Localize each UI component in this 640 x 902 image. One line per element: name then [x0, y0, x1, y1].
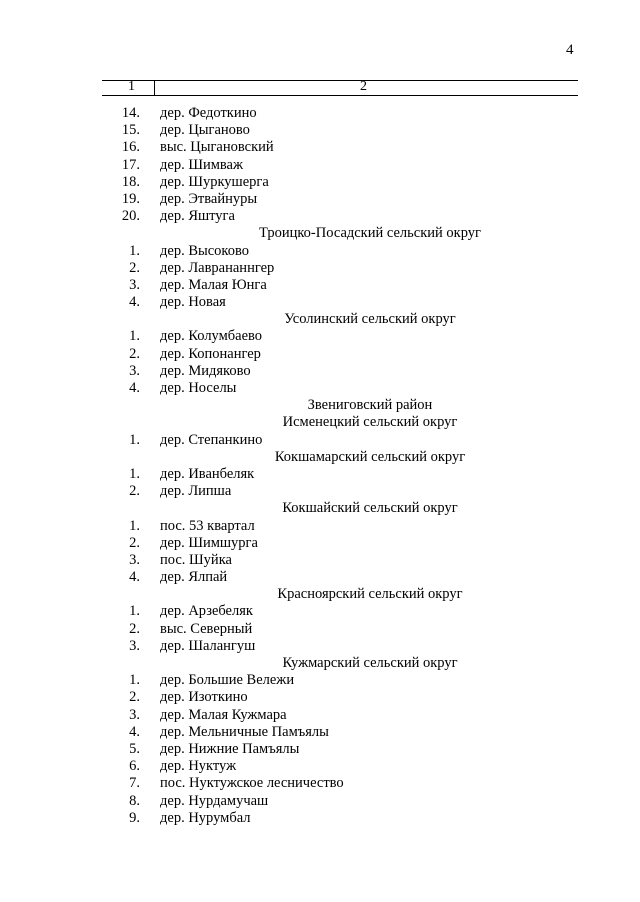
item-number: 1. [129, 465, 140, 482]
settlement-name: дер. Шуркушерга [160, 173, 269, 190]
item-number: 14. [121, 105, 140, 121]
list-item [0, 466, 640, 483]
item-number: 2. [129, 345, 140, 362]
settlement-name: дер. Носелы [160, 380, 237, 396]
item-number: 3. [129, 551, 140, 568]
item-number: 6. [129, 758, 140, 775]
list-item [0, 380, 640, 397]
settlement-name: дер. Иванбеляк [160, 465, 255, 482]
settlement-name: дер. Шимваж [160, 156, 243, 173]
list-item [0, 552, 640, 569]
list-item [0, 139, 640, 156]
section-title: Троицко-Посадский сельский округ [259, 225, 481, 242]
list-item [0, 277, 640, 294]
page-number: 4 [566, 42, 574, 58]
section-heading [0, 397, 640, 414]
item-number: 4. [129, 380, 140, 396]
settlement-name: дер. Новая [160, 294, 226, 311]
section-heading [0, 414, 640, 431]
item-number: 17. [121, 156, 140, 173]
item-number: 7. [129, 775, 140, 792]
settlement-name: дер. Липша [160, 483, 232, 500]
list-item [0, 346, 640, 363]
item-number: 8. [129, 792, 140, 809]
item-number: 9. [129, 809, 140, 826]
section-title: Звениговский район [307, 397, 433, 414]
list-item [0, 535, 640, 552]
settlement-name: дер. Цыганово [160, 122, 250, 139]
section-title: Кокшайский сельский округ [282, 500, 458, 517]
list-item [0, 672, 640, 689]
settlement-name: дер. Нуктуж [160, 758, 237, 775]
settlement-name: дер. Мидяково [160, 362, 251, 379]
settlement-list [0, 105, 640, 827]
settlement-name: пос. Шуйка [160, 551, 232, 568]
settlement-name: дер. Малая Юнга [160, 276, 267, 293]
settlement-name: дер. Шалангуш [160, 637, 256, 654]
item-number: 20. [121, 208, 140, 225]
list-item [0, 191, 640, 208]
item-number: 1. [129, 603, 140, 620]
list-item [0, 432, 640, 449]
settlement-name: дер. Шимшурга [160, 534, 258, 551]
list-item [0, 518, 640, 535]
list-item [0, 328, 640, 345]
settlement-name: дер. Мельничные Памъялы [160, 723, 329, 740]
item-number: 1. [129, 431, 140, 448]
item-number: 2. [129, 620, 140, 637]
item-number: 18. [121, 173, 140, 190]
list-item [0, 483, 640, 500]
list-item [0, 122, 640, 139]
item-number: 3. [129, 637, 140, 654]
settlement-name: выс. Цыгановский [160, 139, 274, 156]
item-number: 3. [129, 362, 140, 379]
list-item [0, 758, 640, 775]
list-item [0, 621, 640, 638]
settlement-name: пос. Нуктужское лесничество [160, 775, 344, 792]
settlement-name: дер. Малая Кужмара [160, 706, 287, 723]
settlement-name: дер. Высоково [160, 242, 249, 259]
list-item [0, 260, 640, 277]
list-item [0, 569, 640, 586]
column-divider [154, 80, 155, 95]
list-item [0, 294, 640, 311]
list-item [0, 105, 640, 122]
item-number: 1. [129, 672, 140, 689]
list-item [0, 724, 640, 741]
item-number: 15. [121, 122, 140, 139]
item-number: 4. [129, 569, 140, 586]
item-number: 2. [129, 534, 140, 551]
section-heading [0, 500, 640, 517]
section-heading [0, 655, 640, 672]
item-number: 1. [129, 242, 140, 259]
section-heading [0, 225, 640, 242]
settlement-name: дер. Федоткино [160, 105, 257, 121]
settlement-name: дер. Большие Вележи [160, 672, 295, 689]
item-number: 2. [129, 483, 140, 500]
column-2-header: 2 [360, 79, 367, 94]
settlement-name: выс. Северный [160, 620, 253, 637]
list-item [0, 793, 640, 810]
section-title: Усолинский сельский округ [284, 311, 456, 328]
section-title: Исменецкий сельский округ [282, 414, 458, 431]
list-item [0, 707, 640, 724]
item-number: 4. [129, 723, 140, 740]
list-item [0, 208, 640, 225]
table-header [102, 80, 578, 96]
settlement-name: дер. Копонангер [160, 345, 261, 362]
section-heading [0, 311, 640, 328]
settlement-name: дер. Нурумбал [160, 809, 251, 826]
list-item [0, 363, 640, 380]
section-heading [0, 449, 640, 466]
settlement-name: дер. Изоткино [160, 689, 248, 706]
item-number: 3. [129, 276, 140, 293]
section-title: Красноярский сельский округ [277, 586, 463, 603]
item-number: 16. [121, 139, 140, 156]
section-title: Кужмарский сельский округ [282, 655, 458, 671]
settlement-name: дер. Арзебеляк [160, 603, 253, 620]
item-number: 4. [129, 294, 140, 311]
settlement-name: дер. Нурдамучаш [160, 792, 269, 809]
settlement-name: дер. Нижние Памъялы [160, 740, 300, 757]
list-item [0, 638, 640, 655]
settlement-name: дер. Этвайнуры [160, 190, 258, 207]
settlement-name: дер. Колумбаево [160, 328, 263, 345]
item-number: 2. [129, 259, 140, 276]
list-item [0, 741, 640, 758]
settlement-name: дер. Яштуга [160, 208, 235, 225]
list-item [0, 243, 640, 260]
settlement-name: дер. Степанкино [160, 431, 263, 448]
item-number: 19. [121, 190, 140, 207]
section-heading [0, 586, 640, 603]
settlement-name: пос. 53 квартал [160, 517, 255, 534]
settlement-name: дер. Лаврананнгер [160, 259, 275, 276]
list-item [0, 810, 640, 827]
list-item [0, 157, 640, 174]
item-number: 2. [129, 689, 140, 706]
item-number: 5. [129, 740, 140, 757]
item-number: 1. [129, 517, 140, 534]
section-title: Кокшамарский сельский округ [274, 448, 466, 465]
settlement-name: дер. Ялпай [160, 569, 228, 586]
list-item [0, 689, 640, 706]
column-1-header: 1 [128, 79, 135, 94]
list-item [0, 603, 640, 620]
item-number: 1. [129, 328, 140, 345]
list-item [0, 174, 640, 191]
item-number: 3. [129, 706, 140, 723]
list-item [0, 775, 640, 792]
